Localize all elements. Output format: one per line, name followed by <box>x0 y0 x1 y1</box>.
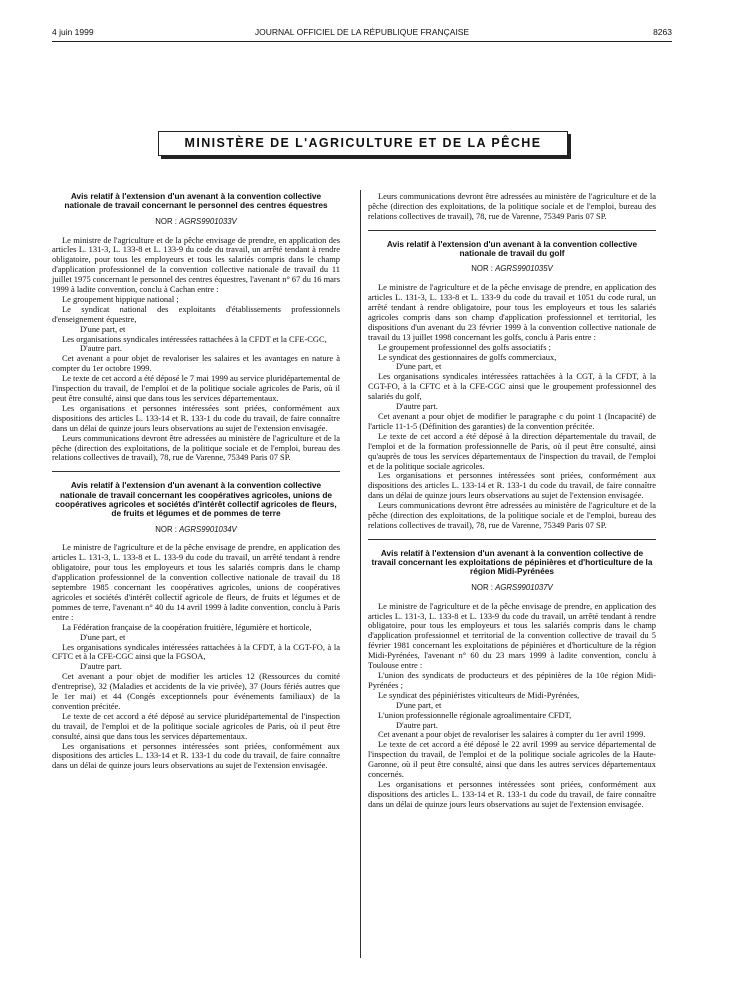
paragraph: Le groupement professionnel des golfs associatifs ; <box>378 341 551 352</box>
page-header <box>52 27 672 41</box>
paragraph: D'une part, et <box>396 699 442 710</box>
nor-reference <box>368 583 656 593</box>
nor-reference <box>52 217 340 227</box>
header-journal-title: JOURNAL OFFICIEL DE LA RÉPUBLIQUE FRANÇAISE <box>254 27 470 37</box>
header-page-number: 8263 <box>653 27 672 37</box>
paragraph: D'une part, et <box>80 323 126 334</box>
paragraph: Le texte de cet accord a été déposé à la direction départementale du travail, de l'emploi et de la formation professionnelle de Paris, où il peut être consulté, ainsi qu'auprès de tous les services départementaux de l'inspection du travail, de l'emploi et de la politique sociale agricoles. <box>368 430 656 471</box>
nor-code: AGRS9901037V <box>495 582 553 592</box>
paragraph: Le syndicat des gestionnaires de golfs commerciaux, <box>378 351 557 362</box>
paragraph: Le ministre de l'agriculture et de la pêche envisage de prendre, en application des articles L. 131-3, L. 133-8 et L. 133-9 du code du travail, un arrêté tendant à rendre obligatoire, pour tous les employeurs et tous les salariés compris dans le champ d'application professionnel de la convention collective nationale de travail du 11 juillet 1975 concernant le personnel des centres équestres, l'avenant n° 67 du 16 mars 1999 à ladite convention, conclu à Cachan entre : <box>52 234 340 295</box>
paragraph: Le ministre de l'agriculture et de la pêche envisage de prendre, en application des articles L. 131-3, L. 133-8 et L. 133-9 du code du travail et 1051 du code rural, un arrêté tendant à rendre obligatoire, pour tous les employeurs et tous les salariés agricoles compris dans son champ d'application professionnel et territorial, les dispositions d'un avenant du 23 février 1999 à la convention collective nationale de travail du 13 juillet 1998 concernant les golfs, conclu à Paris entre : <box>368 282 656 342</box>
nor-label: NOR : <box>155 216 177 226</box>
header-rule <box>52 41 672 42</box>
ministry-banner: MINISTÈRE DE L'AGRICULTURE ET DE LA PÊCHE <box>158 131 568 156</box>
section-separator <box>368 230 656 231</box>
paragraph: Les organisations et personnes intéressées sont priées, conformément aux dispositions des articles L. 133-14 et R. 133-1 du code du travail, de faire connaître dans un délai de quinze jours leurs observations au sujet de l'extension envisagée. <box>368 470 656 501</box>
paragraph: Les organisations syndicales intéressées rattachées à la CGT, à la CFDT, à la CGT-FO, à la CFTC et à la CFE-CGC ainsi que le groupement professionnel des salariés du golf, <box>368 371 656 402</box>
notice-pepinieres-midi-pyrenees <box>368 549 656 810</box>
notice-centres-equestres <box>52 192 340 463</box>
paragraph: Le ministre de l'agriculture et de la pêche envisage de prendre, en application des articles L. 131-3, L. 133-8 et L. 133-9 du code du travail, un arrêté tendant à rendre obligatoire, pour tous les employeurs et tous les salariés compris dans le champ d'application professionnel et territorial de la convention collective de travail du 5 février 1981 concernant les exploitations de pépinières et d'horticulture de la région Midi-Pyrénées, l'avenant n° 60 du 23 mars 1999 à ladite convention, conclu à Toulouse entre : <box>368 600 656 671</box>
paragraph: Les organisations syndicales intéressées rattachées à la CFDT et la CFE-CGC, <box>62 333 327 344</box>
left-column <box>52 192 340 771</box>
paragraph: Cet avenant a pour objet de modifier les articles 12 (Ressources du comité d'entreprise), 32 (Maladies et accidents de la vie privée), 37 (Jours fériés autres que le 1er mai) et 44 (Congés exceptionnels pour événements familiaux) de la convention précitée. <box>52 671 340 711</box>
paragraph: D'autre part. <box>80 661 122 672</box>
paragraph: D'une part, et <box>80 631 126 642</box>
paragraph: Le ministre de l'agriculture et de la pêche envisage de prendre, en application des articles L. 131-3, L. 133-8 et L. 133-9 du code du travail, un arrêté tendant à rendre obligatoire, pour tous les employeurs et tous les salariés compris dans le champ d'application professionnel de la convention collective nationale de travail du 18 septembre 1985 concernant les coopératives agricoles, unions de coopératives agricoles et sociétés d'intérêt collectif agricole de fleurs, de fruits et légumes et de pommes de terre, l'avenant n° 40 du 14 avril 1999 à ladite convention, conclu à Paris entre : <box>52 542 340 622</box>
paragraph: Leurs communications devront être adressées au ministère de l'agriculture et de la pêche (direction des exploitations, de la politique sociale et de l'emploi, bureau des relations collectives de travail), 78, rue de Varenne, 75349 Paris 07 SP. <box>368 500 656 530</box>
notice-cooperatives-agricoles <box>52 481 340 771</box>
nor-label: NOR : <box>155 524 177 534</box>
paragraph: Leurs communications devront être adressées au ministère de l'agriculture et de la pêche (direction des exploitations, de la politique sociale et de l'emploi, bureau des relations collectives de travail), 78, rue de Varenne, 75349 Paris 07 SP. <box>52 432 340 463</box>
paragraph: Les organisations et personnes intéressées sont priées, conformément aux dispositions des articles L. 133-14 et R. 133-1 du code du travail, de faire connaître dans un délai de quinze jours leurs observations au sujet de l'extension envisagée. <box>52 402 340 433</box>
nor-reference <box>368 264 656 274</box>
paragraph: D'autre part. <box>80 343 122 354</box>
paragraph: Le syndicat des pépiniéristes viticulteurs de Midi-Pyrénées, <box>378 689 580 700</box>
nor-code: AGRS9901035V <box>495 264 553 274</box>
paragraph: L'union professionnelle régionale agroalimentaire CFDT, <box>378 709 572 720</box>
section-separator <box>368 539 656 540</box>
paragraph: Leurs communications devront être adressées au ministère de l'agriculture et de la pêche (direction des exploitations, de la politique sociale et de l'emploi, bureau des relations collectives de travail), 78, rue de Varenne, 75349 Paris 07 SP. <box>368 191 656 221</box>
paragraph: La Fédération française de la coopération fruitière, légumière et horticole, <box>62 621 312 632</box>
paragraph: Le syndicat national des exploitants d'établissements professionnels d'enseignement équestre, <box>52 303 340 324</box>
nor-label: NOR : <box>471 264 493 274</box>
paragraph: Les organisations et personnes intéressées sont priées, conformément aux dispositions des articles L. 133-14 et R. 133-1 du code du travail, de faire connaître dans un délai de quinze jours leurs observations au sujet de l'extension envisagée. <box>52 740 340 771</box>
header-date: 4 juin 1999 <box>52 27 94 37</box>
paragraph: Le groupement hippique national ; <box>62 293 179 304</box>
paragraph: D'une part, et <box>396 361 442 372</box>
paragraph: Cet avenant a pour objet de revaloriser les salaires et les avantages en nature à compter du 1er octobre 1999. <box>52 353 340 374</box>
paragraph: D'autre part. <box>396 719 438 730</box>
nor-code: AGRS9901034V <box>179 524 237 534</box>
paragraph: D'autre part. <box>396 401 438 412</box>
notice-title: Avis relatif à l'extension d'un avenant à la convention collective de travail concernant les exploitations de pépinières et d'horticulture de la région Midi-Pyrénées <box>371 547 653 577</box>
notice-title: Avis relatif à l'extension d'un avenant à la convention collective nationale de travail concernant les coopératives agricoles, unions de coopératives agricoles et sociétés d'intérêt collectif agricoles de fleurs, de fruits et légumes et de pommes de terre <box>55 480 337 519</box>
column-divider <box>360 190 361 958</box>
paragraph: Le texte de cet accord a été déposé au service pluridépartemental de l'inspection du travail, de l'emploi et de la politique sociale agricoles de Paris, où il peut être consulté, ainsi que dans tous les services départementaux. <box>52 710 340 741</box>
paragraph: Cet avenant a pour objet de revaloriser les salaires à compter du 1er avril 1999. <box>378 729 646 740</box>
section-separator <box>52 471 340 472</box>
paragraph: Cet avenant a pour objet de modifier le paragraphe c du point 1 (Incapacité) de l'article 11-1-5 (Définition des garanties) de la convention précitée. <box>368 411 656 431</box>
paragraph: Les organisations et personnes intéressées sont priées, conformément aux dispositions des articles L. 133-14 et R. 133-1 du code du travail, de faire connaître dans un délai de quinze jours leurs observations au sujet de l'extension envisagée. <box>368 778 656 809</box>
nor-label: NOR : <box>471 582 493 592</box>
paragraph: Le texte de cet accord a été déposé le 7 mai 1999 au service pluridépartemental de l'inspection du travail, de l'emploi et de la politique sociale agricoles de Paris, où il peut être consulté, ainsi que dans tous les services départementaux. <box>52 373 340 403</box>
right-column <box>368 192 656 810</box>
paragraph: Le texte de cet accord a été déposé le 22 avril 1999 au service départemental de l'inspection du travail, de l'emploi et de la politique sociale agricoles de la Haute-Garonne, où il peut être consulté, ainsi que dans les autres services départementaux concernés. <box>368 739 656 780</box>
paragraph: L'union des syndicats de producteurs et des pépinières de la 10e région Midi-Pyrénées ; <box>368 670 656 690</box>
notice-golf <box>368 240 656 531</box>
notice-title: Avis relatif à l'extension d'un avenant à la convention collective nationale de travail concernant le personnel des centres équestres <box>64 191 328 211</box>
notice-title: Avis relatif à l'extension d'un avenant à la convention collective nationale de travail du golf <box>386 238 638 259</box>
nor-reference <box>52 525 340 535</box>
paragraph: Les organisations syndicales intéressées rattachées à la CFDT, à la CGT-FO, à la CFTC et à la CFE-CGC ainsi que la FGSOA, <box>52 641 340 662</box>
nor-code: AGRS9901033V <box>179 216 237 226</box>
